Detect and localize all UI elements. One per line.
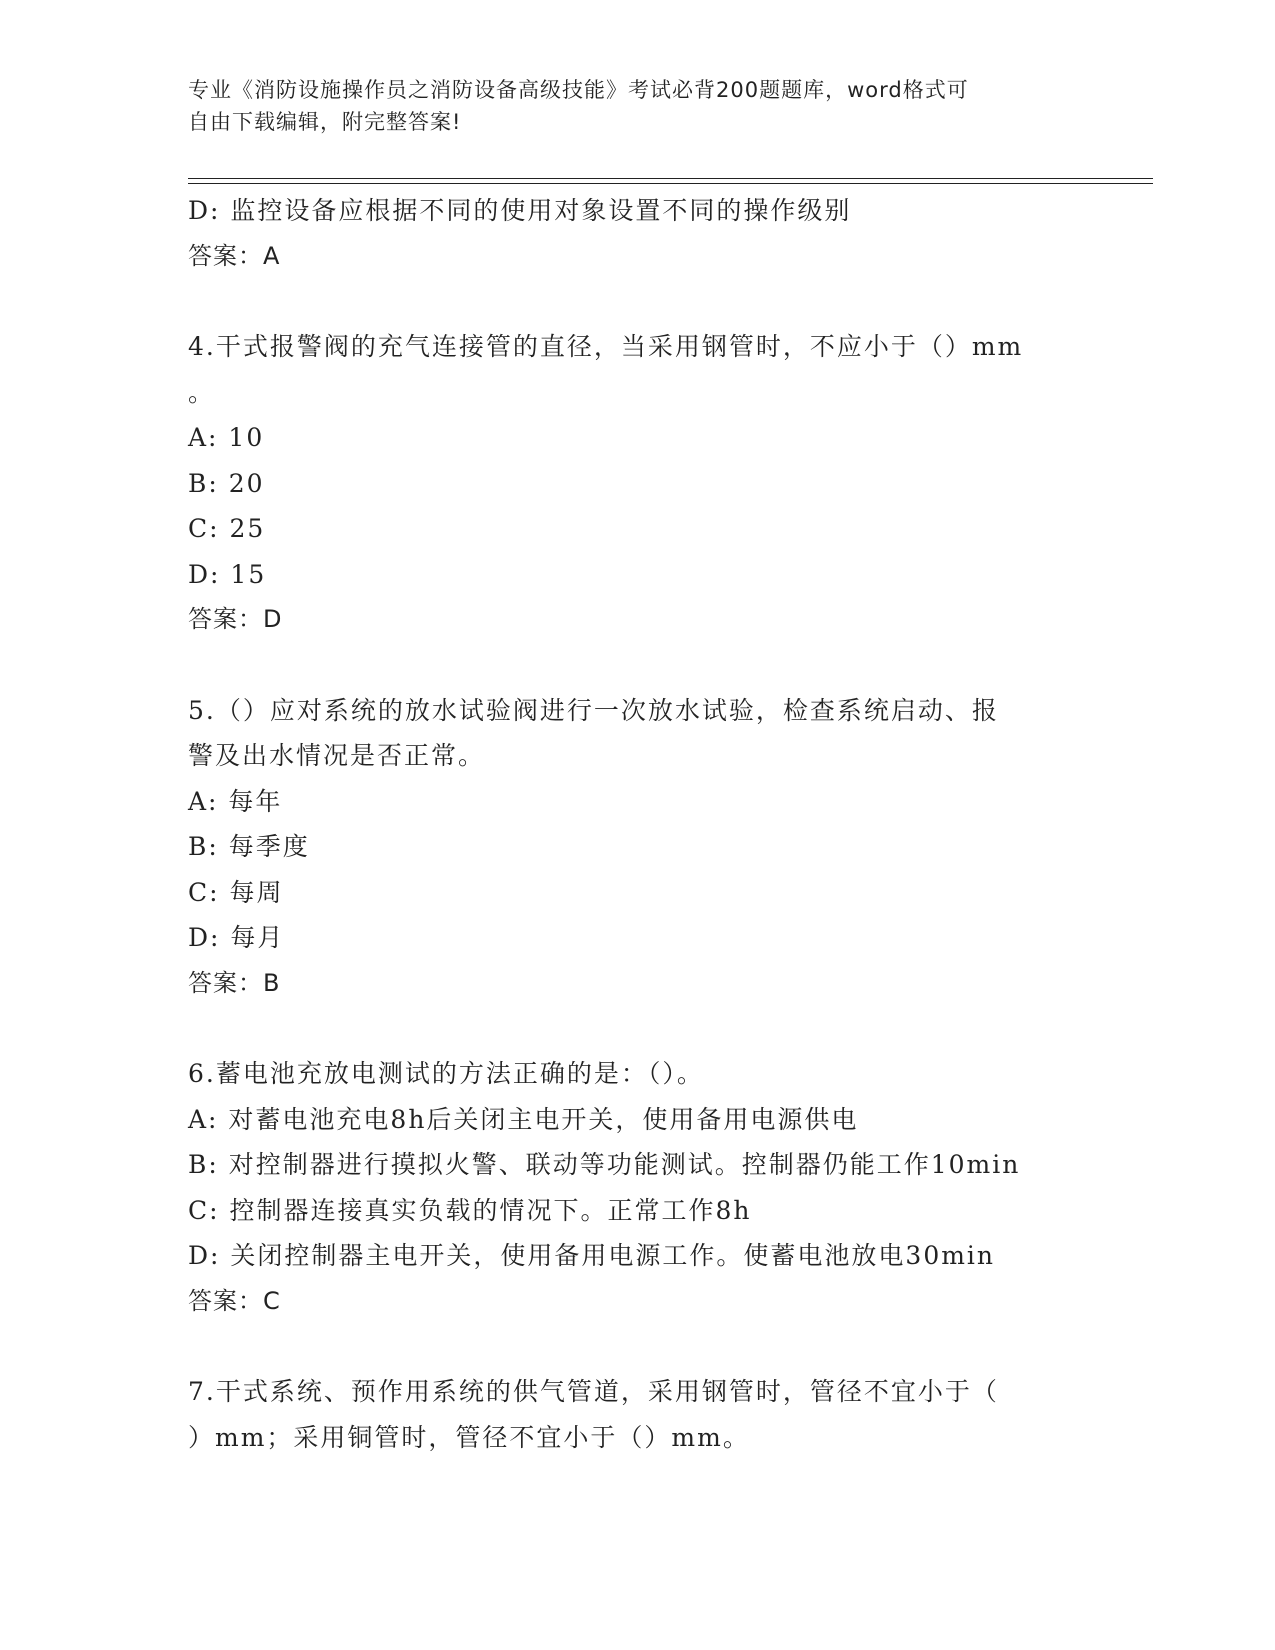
option-d: D: 关闭控制器主电开关，使用备用电源工作。使蓄电池放电30min [188,1241,996,1270]
answer-line: 答案：C [188,1286,281,1315]
option-b: B: 20 [188,468,265,498]
question-6 [188,1051,1088,1324]
option-b: B: 对控制器进行摸拟火警、联动等功能测试。控制器仍能工作10min [188,1150,1021,1179]
option-a: A: 每年 [188,786,283,816]
spacer [188,279,1088,324]
question-5 [188,688,1088,1007]
option-d: D: 每月 [188,923,285,952]
option-c: C: 25 [188,514,266,543]
question-text-line-2: 警及出水情况是否正常。 [188,741,486,770]
question-text-line-1: 4.干式报警阀的充气连接管的直径，当采用钢管时，不应小于（）mm [188,332,1024,361]
question-4 [188,324,1088,643]
header-title-line-2: 自由下载编辑，附完整答案! [188,110,462,134]
question-text-line-1: 6.蓄电池充放电测试的方法正确的是：（）。 [188,1059,704,1088]
header-divider-bottom [188,183,1153,184]
option-c: C: 每周 [188,877,284,907]
option-b: B: 每季度 [188,832,310,861]
header-divider-top [188,178,1153,179]
spacer [188,1006,1088,1051]
answer-line: 答案：B [188,968,281,997]
document-header [188,74,1068,138]
question-text-line-1: 5.（）应对系统的放水试验阀进行一次放水试验，检查系统启动、报 [188,695,999,725]
question-3-tail [188,188,1088,279]
question-text-line-2: ）mm；采用铜管时，管径不宜小于（）mm。 [188,1422,750,1452]
option-a: A: 对蓄电池充电8h后关闭主电开关，使用备用电源供电 [188,1104,859,1134]
header-title-line-1: 专业《消防设施操作员之消防设备高级技能》考试必背200题题库，word格式可 [188,78,969,102]
answer-line: 答案：A [188,241,281,270]
option-c: C: 控制器连接真实负载的情况下。正常工作8h [188,1195,752,1225]
spacer [188,643,1088,688]
option-a: A: 10 [188,423,265,452]
question-7 [188,1369,1088,1460]
spacer [188,1324,1088,1369]
question-text-line-2: 。 [188,377,216,407]
question-list [188,188,1088,1460]
question-text-line-1: 7.干式系统、预作用系统的供气管道，采用钢管时，管径不宜小于（ [188,1377,999,1406]
option-d: D: 监控设备应根据不同的使用对象设置不同的操作级别 [188,196,852,225]
option-d: D: 15 [188,559,267,589]
answer-line: 答案：D [188,605,283,633]
